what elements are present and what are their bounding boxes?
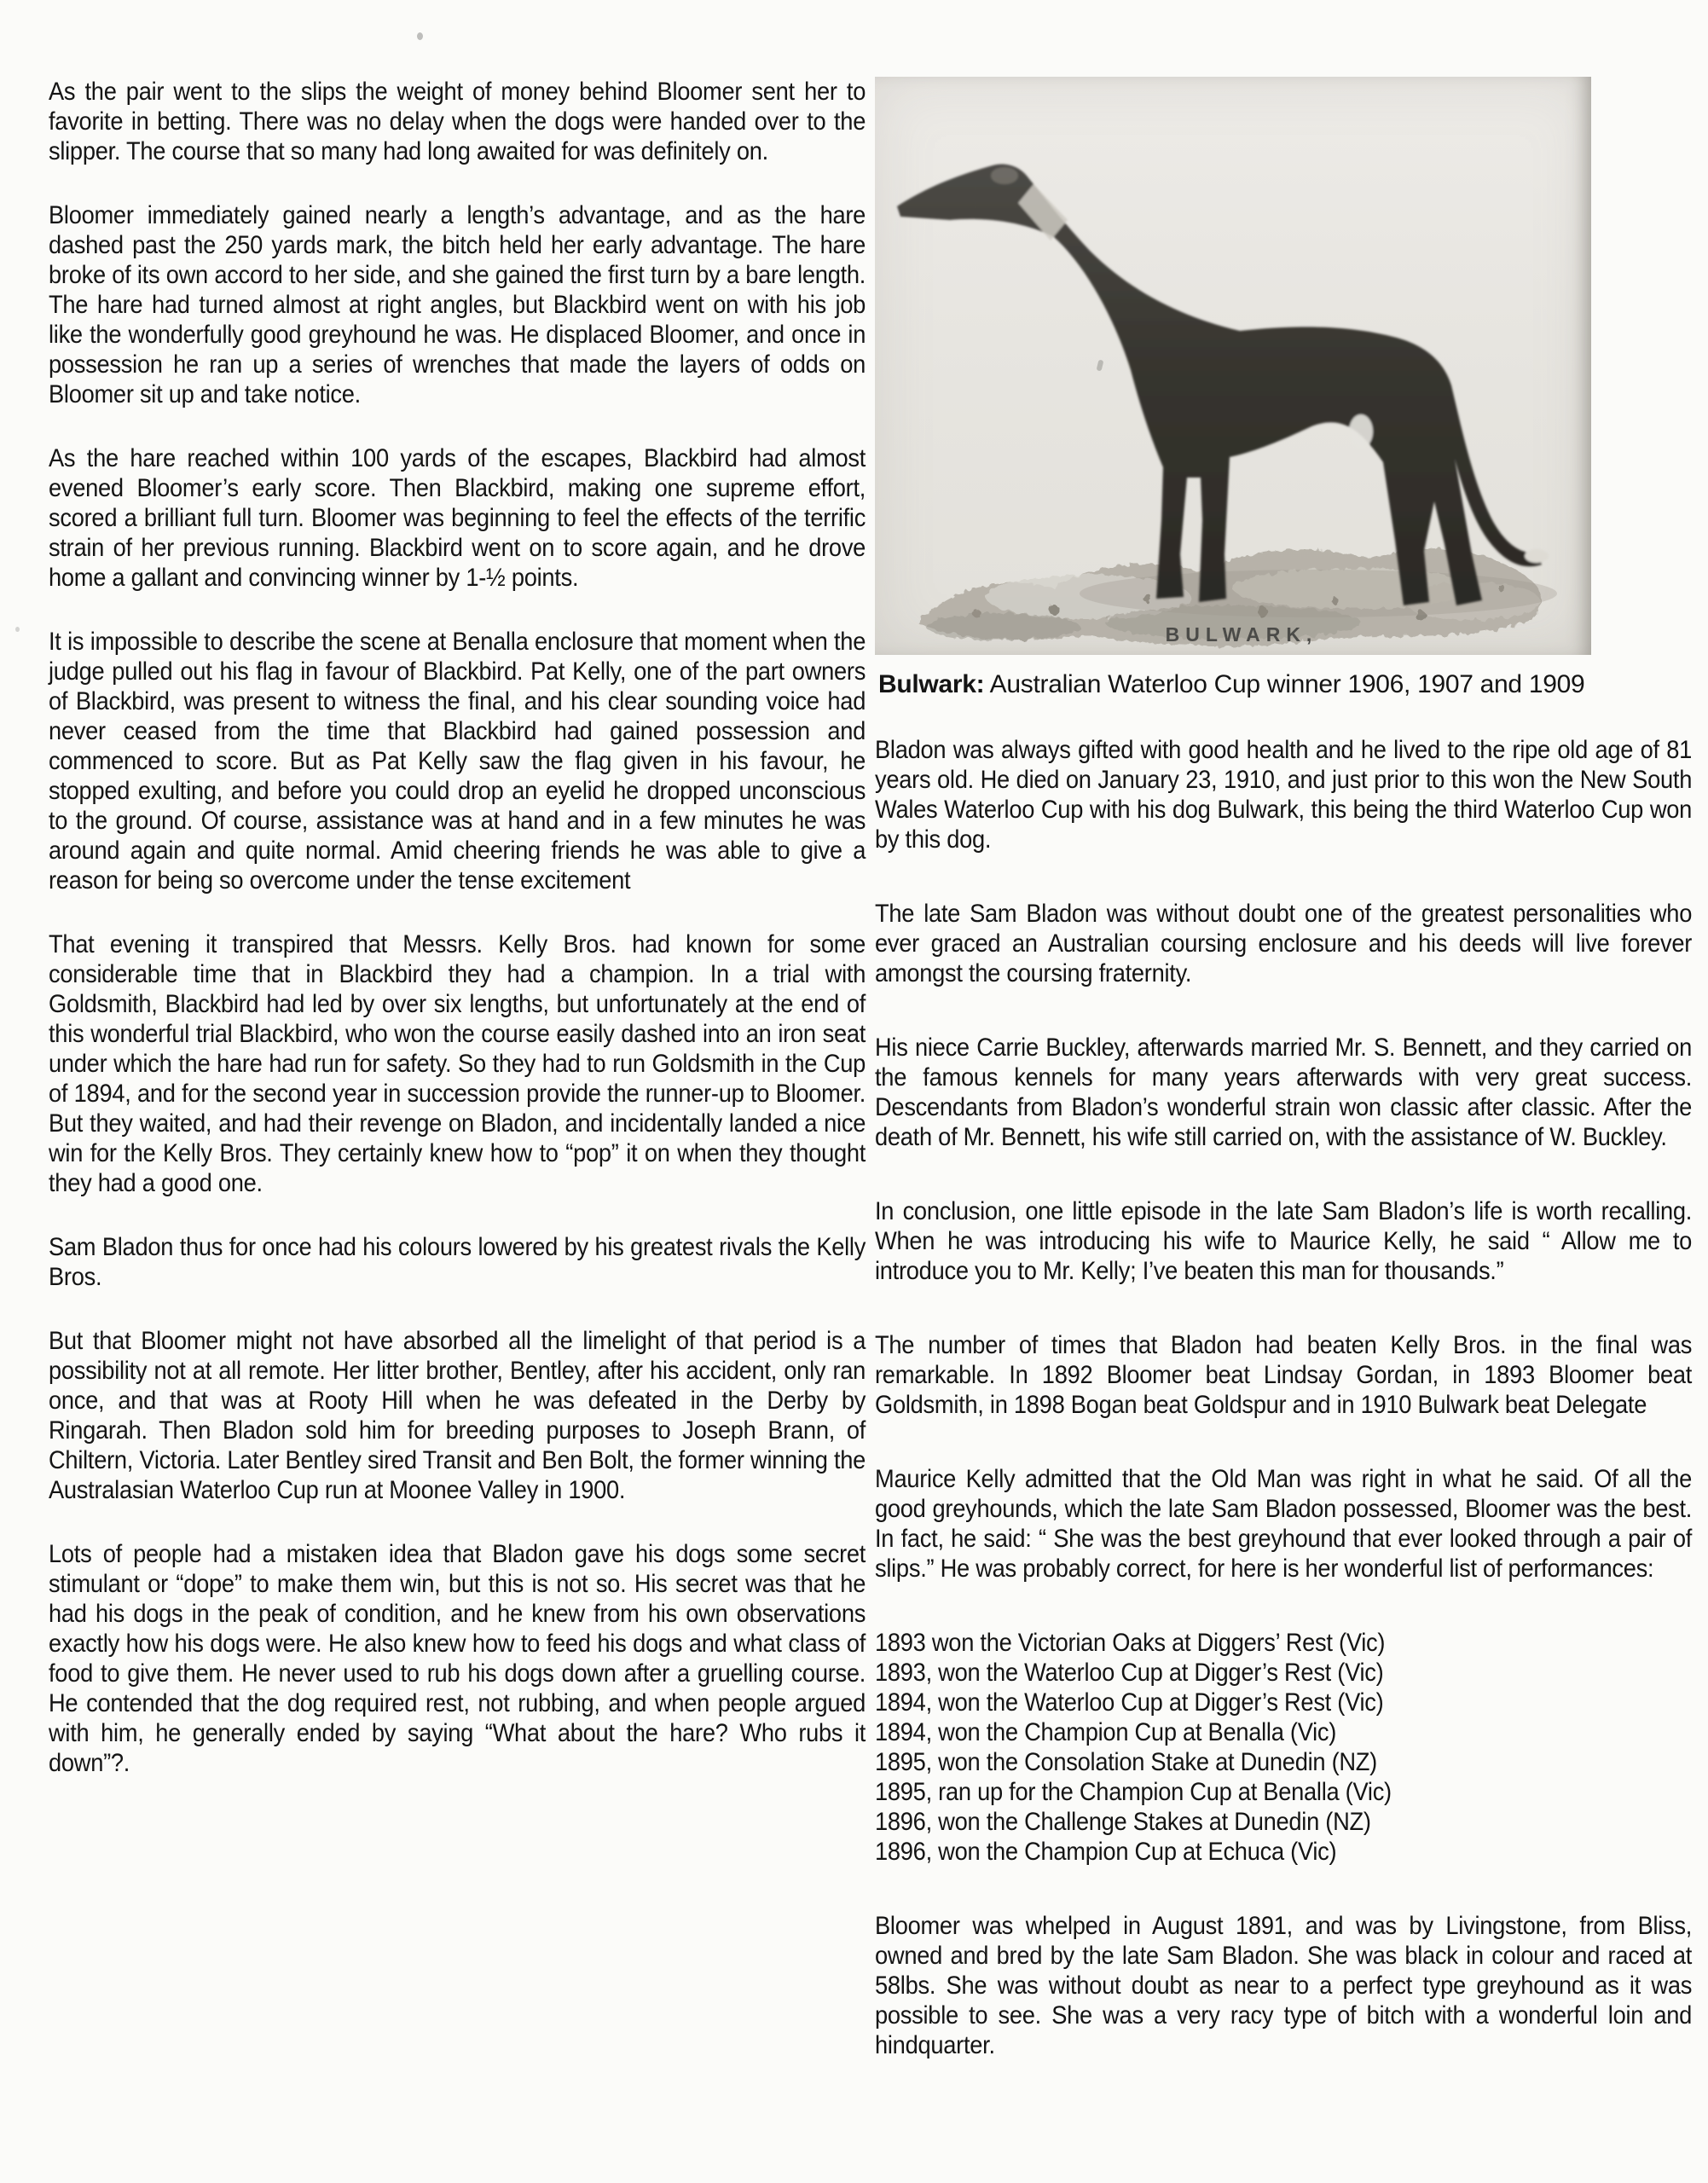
performance-list xyxy=(875,1628,1692,1867)
performance-item: 1894, won the Champion Cup at Benalla (Vic) xyxy=(875,1718,1337,1746)
scan-speck xyxy=(417,32,423,40)
paragraph: Bladon was always gifted with good health and he lived to the ripe old age of 81 years old. He died on January 23, 1910, and just prior to this won the New South Wales Waterloo Cup with his dog Bulwark, this being the third Waterloo Cup won by this dog. xyxy=(875,736,1693,854)
greyhound-illustration xyxy=(875,77,1591,655)
paragraph: Bloomer immediately gained nearly a length’s advantage, and as the hare dashed past the 250 yards mark, the bitch held her early advantage. The hare broke of its own accord to her side, and she gained the first turn by a bare length. The hare had turned almost at right angles, but Blackbird went on with his job like the wonderfully good greyhound he was. He displaced Bloomer, and once in possession he ran up a series of wrenches that made the layers of odds on Bloomer sit up and take notice. xyxy=(49,201,866,408)
right-column-text xyxy=(875,735,1692,2060)
right-column xyxy=(875,77,1695,2105)
paragraph: Bloomer was whelped in August 1891, and was by Livingstone, from Bliss, owned and bred by the late Sam Bladon. She was black in colour and raced at 58lbs. She was without doubt as near to a perfect type greyhound as it was possible to see. She was a very racy type of bitch with a wonderful loin and hindquarter. xyxy=(875,1912,1693,2059)
left-column xyxy=(49,77,866,1812)
performance-item: 1895, won the Consolation Stake at Dunedin (NZ) xyxy=(875,1748,1377,1776)
performance-item: 1894, won the Waterloo Cup at Digger’s Rest (Vic) xyxy=(875,1688,1384,1717)
scan-speck xyxy=(15,627,20,632)
paragraph: But that Bloomer might not have absorbed all the limelight of that period is a possibility not at all remote. Her litter brother, Bentley, after his accident, only ran once, and that was at Rooty Hill when he was defeated in the Derby by Ringarah. Then Bladon sold him for breeding purposes to Joseph Brann, of Chiltern, Victoria. Later Bentley sired Transit and Ben Bolt, the former winning the Australasian Waterloo Cup run at Moonee Valley in 1900. xyxy=(49,1327,866,1504)
paragraph: Maurice Kelly admitted that the Old Man was right in what he said. Of all the good greyhounds, which the late Sam Bladon possessed, Bloomer was the best. In fact, he said: “ She was the best greyhound that ever looked through a pair of slips.” He was probably correct, for here is her wonderful list of performances: xyxy=(875,1465,1693,1583)
paragraph: It is impossible to describe the scene at Benalla enclosure that moment when the judge pulled out his flag in favour of Blackbird. Pat Kelly, one of the part owners of Blackbird, was present to witness the final, and his clear sounding voice had never ceased from the time that Blackbird had gained possession and commenced to score. But as Pat Kelly saw the flag given in his favour, he stopped exulting, and before you could drop an eyelid he dropped unconscious to the ground. Of course, assistance was at hand and in a few minutes he was around again and quite normal. Amid cheering friends he was able to give a reason for being so overcome under the tense excitement xyxy=(49,628,866,895)
paragraph: In conclusion, one little episode in the late Sam Bladon’s life is worth recalling. When he was introducing his wife to Maurice Kelly, he said “ Allow me to introduce you to Mr. Kelly; I’ve beaten this man for thousands.” xyxy=(875,1197,1693,1285)
left-column-text xyxy=(49,77,866,1778)
greyhound-silhouette xyxy=(897,165,1549,606)
paragraph: Lots of people had a mistaken idea that Bladon gave his dogs some secret stimulant or “dope” to make them win, but this is not so. His secret was that he had his dogs in the peak of condition, and he knew from his own observations exactly how his dogs were. He also knew how to feed his dogs and what class of food to give them. He never used to rub his dogs down after a gruelling course. He contended that the dog required rest, not rubbing, and when people argued with him, he generally ended by saying “What about the hare? Who rubs it down”?. xyxy=(49,1540,866,1777)
dog-shadow xyxy=(1080,570,1557,617)
performance-item: 1893 won the Victorian Oaks at Diggers’ Rest (Vic) xyxy=(875,1629,1386,1657)
performance-item: 1893, won the Waterloo Cup at Digger’s Rest (Vic) xyxy=(875,1659,1384,1687)
photo-inscription: BULWARK, xyxy=(1165,623,1318,646)
tail-tip xyxy=(1525,549,1549,563)
paragraph: As the pair went to the slips the weight of money behind Bloomer sent her to favorite in betting. There was no delay when the dogs were handed over to the slipper. The course that so many had long awaited for was definitely on. xyxy=(49,78,866,165)
paragraph: The number of times that Bladon had beaten Kelly Bros. in the final was remarkable. In 1892 Bloomer beat Lindsay Gordan, in 1893 Bloomer beat Goldsmith, in 1898 Bogan beat Goldspur and in 1910 Bulwark beat Delegate xyxy=(875,1331,1693,1419)
ear-patch xyxy=(991,167,1018,184)
paragraph: The late Sam Bladon was without doubt one of the greatest personalities who ever graced an Australian coursing enclosure and his deeds will live forever amongst the coursing fraternity. xyxy=(875,900,1693,987)
bulwark-photo xyxy=(875,77,1591,655)
performance-item: 1896, won the Challenge Stakes at Dunedin (NZ) xyxy=(875,1808,1371,1836)
performance-item: 1895, ran up for the Champion Cup at Benalla (Vic) xyxy=(875,1778,1392,1806)
photo-caption xyxy=(878,669,1695,701)
paragraph: That evening it transpired that Messrs. Kelly Bros. had known for some considerable time that in Blackbird they had a champion. In a trial with Goldsmith, Blackbird had led by over six lengths, but unfortunately at the end of this wonderful trial Blackbird, who won the course easily dashed into an iron seat under which the hare had run for safety. So they had to run Goldsmith in the Cup of 1894, and for the second year in succession provide the runner-up to Bloomer. But they waited, and had their revenge on Bladon, and incidentally landed a nice win for the Kelly Bros. They certainly knew how to “pop” it on when they thought they had a good one. xyxy=(49,930,866,1197)
performance-item: 1896, won the Champion Cup at Echuca (Vic) xyxy=(875,1838,1337,1866)
paragraph: His niece Carrie Buckley, afterwards married Mr. S. Bennett, and they carried on the famous kennels for many years afterwards with very great success. Descendants from Bladon’s wonderful strain won classic after classic. After the death of Mr. Bennett, his wife still carried on, with the assistance of W. Buckley. xyxy=(875,1034,1693,1151)
paragraph: As the hare reached within 100 yards of the escapes, Blackbird had almost evened Bloomer’s early score. Then Blackbird, making one supreme effort, scored a brilliant full turn. Bloomer was beginning to feel the effects of the terrific strain of her previous running. Blackbird went on to score again, and he drove home a gallant and convincing winner by 1-½ points. xyxy=(49,444,866,592)
caption-term: Bulwark: xyxy=(878,670,985,698)
paragraph: Sam Bladon thus for once had his colours lowered by his greatest rivals the Kelly Bros. xyxy=(49,1233,866,1291)
caption-text: Australian Waterloo Cup winner 1906, 1907 and 1909 xyxy=(984,670,1585,698)
